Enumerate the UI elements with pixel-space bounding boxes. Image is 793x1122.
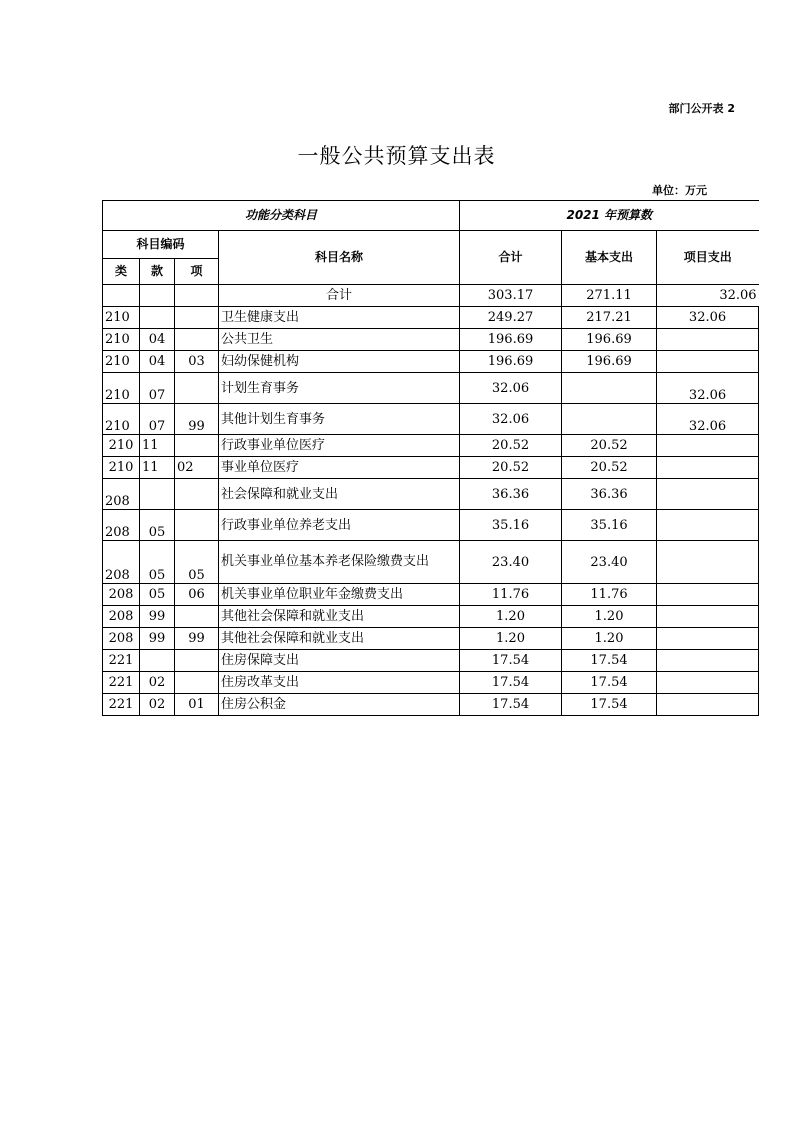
cell-lei: 208 (103, 479, 140, 510)
cell-lei: 221 (103, 672, 140, 694)
unit-label: 单位：万元 (652, 184, 707, 197)
cell-lei (103, 285, 140, 307)
cell-basic: 1.20 (562, 606, 657, 628)
cell-lei: 210 (103, 435, 140, 457)
cell-kuan: 07 (140, 404, 175, 435)
cell-basic (562, 373, 657, 404)
cell-name: 公共卫生 (219, 329, 460, 351)
cell-total: 17.54 (460, 650, 562, 672)
cell-xiang (175, 329, 219, 351)
table-row (103, 457, 759, 479)
cell-xiang (175, 373, 219, 404)
cell-lei: 210 (103, 457, 140, 479)
cell-kuan: 05 (140, 541, 175, 584)
cell-kuan: 05 (140, 584, 175, 606)
cell-project: 32.06 (657, 404, 759, 435)
table-row (103, 628, 759, 650)
table-row (103, 435, 759, 457)
cell-project (657, 329, 759, 351)
cell-name: 机关事业单位职业年金缴费支出 (219, 584, 460, 606)
cell-name: 住房改革支出 (219, 672, 460, 694)
cell-basic: 17.54 (562, 650, 657, 672)
cell-basic: 23.40 (562, 541, 657, 584)
form-number: 部门公开表 2 (668, 102, 735, 115)
cell-kuan: 04 (140, 329, 175, 351)
cell-xiang (175, 672, 219, 694)
cell-basic: 17.54 (562, 672, 657, 694)
cell-total: 20.52 (460, 435, 562, 457)
header-row-1 (103, 201, 759, 231)
cell-basic: 20.52 (562, 457, 657, 479)
cell-basic: 35.16 (562, 510, 657, 541)
table-row (103, 404, 759, 435)
cell-total: 23.40 (460, 541, 562, 584)
cell-xiang (175, 285, 219, 307)
cell-total: 32.06 (460, 404, 562, 435)
budget-expenditure-table (102, 200, 759, 716)
cell-name: 其他社会保障和就业支出 (219, 628, 460, 650)
cell-name: 事业单位医疗 (219, 457, 460, 479)
table-row (103, 285, 759, 307)
cell-project (657, 351, 759, 373)
cell-total: 17.54 (460, 694, 562, 716)
cell-project (657, 435, 759, 457)
cell-total: 32.06 (460, 373, 562, 404)
cell-xiang (175, 650, 219, 672)
cell-basic: 196.69 (562, 329, 657, 351)
cell-lei: 208 (103, 584, 140, 606)
cell-project (657, 694, 759, 716)
page-title: 一般公共预算支出表 (297, 144, 496, 168)
cell-basic (562, 404, 657, 435)
cell-kuan: 99 (140, 606, 175, 628)
cell-total: 11.76 (460, 584, 562, 606)
cell-lei: 210 (103, 351, 140, 373)
table-row (103, 694, 759, 716)
header-functional-class: 功能分类科目 (103, 201, 460, 231)
cell-lei: 208 (103, 541, 140, 584)
cell-kuan: 99 (140, 628, 175, 650)
cell-lei: 208 (103, 606, 140, 628)
cell-basic: 271.11 (562, 285, 657, 307)
header-row-2 (103, 231, 759, 259)
cell-project: 32.06 (657, 285, 759, 307)
cell-xiang (175, 307, 219, 329)
cell-name: 行政事业单位养老支出 (219, 510, 460, 541)
cell-project (657, 541, 759, 584)
header-project: 项目支出 (657, 231, 759, 285)
cell-xiang (175, 510, 219, 541)
table-row (103, 650, 759, 672)
header-xiang: 项 (175, 259, 219, 285)
cell-project (657, 672, 759, 694)
cell-basic: 17.54 (562, 694, 657, 716)
cell-lei: 221 (103, 650, 140, 672)
table-row (103, 373, 759, 404)
cell-lei: 210 (103, 329, 140, 351)
cell-basic: 1.20 (562, 628, 657, 650)
cell-total: 20.52 (460, 457, 562, 479)
cell-total: 303.17 (460, 285, 562, 307)
cell-kuan: 05 (140, 510, 175, 541)
cell-lei: 221 (103, 694, 140, 716)
cell-xiang: 03 (175, 351, 219, 373)
header-total: 合计 (460, 231, 562, 285)
table-row (103, 329, 759, 351)
cell-basic: 36.36 (562, 479, 657, 510)
cell-kuan (140, 479, 175, 510)
cell-project (657, 606, 759, 628)
cell-kuan: 11 (140, 435, 175, 457)
cell-name: 其他计划生育事务 (219, 404, 460, 435)
header-lei: 类 (103, 259, 140, 285)
header-kuan: 款 (140, 259, 175, 285)
cell-name: 计划生育事务 (219, 373, 460, 404)
cell-lei: 210 (103, 373, 140, 404)
cell-project (657, 457, 759, 479)
cell-kuan: 02 (140, 672, 175, 694)
cell-name: 妇幼保健机构 (219, 351, 460, 373)
header-subject-name: 科目名称 (219, 231, 460, 285)
cell-project (657, 479, 759, 510)
cell-xiang: 99 (175, 628, 219, 650)
cell-total: 196.69 (460, 351, 562, 373)
cell-lei: 210 (103, 307, 140, 329)
cell-project (657, 584, 759, 606)
cell-basic: 217.21 (562, 307, 657, 329)
cell-kuan: 02 (140, 694, 175, 716)
cell-kuan: 04 (140, 351, 175, 373)
cell-total: 36.36 (460, 479, 562, 510)
table-row (103, 584, 759, 606)
cell-project (657, 510, 759, 541)
header-subject-code: 科目编码 (103, 231, 219, 259)
table-row (103, 307, 759, 329)
cell-lei: 210 (103, 404, 140, 435)
cell-total: 17.54 (460, 672, 562, 694)
cell-basic: 196.69 (562, 351, 657, 373)
cell-xiang: 05 (175, 541, 219, 584)
cell-name: 住房公积金 (219, 694, 460, 716)
cell-xiang: 99 (175, 404, 219, 435)
cell-project (657, 628, 759, 650)
cell-xiang (175, 479, 219, 510)
cell-kuan: 11 (140, 457, 175, 479)
cell-name: 卫生健康支出 (219, 307, 460, 329)
cell-kuan (140, 650, 175, 672)
header-budget-year: 2021 年预算数 (460, 201, 759, 231)
cell-xiang (175, 606, 219, 628)
cell-xiang (175, 435, 219, 457)
cell-name: 住房保障支出 (219, 650, 460, 672)
cell-name: 社会保障和就业支出 (219, 479, 460, 510)
cell-total: 1.20 (460, 606, 562, 628)
cell-name: 机关事业单位基本养老保险缴费支出 (219, 541, 460, 584)
cell-kuan: 07 (140, 373, 175, 404)
cell-basic: 20.52 (562, 435, 657, 457)
cell-xiang: 06 (175, 584, 219, 606)
cell-name: 其他社会保障和就业支出 (219, 606, 460, 628)
cell-kuan (140, 285, 175, 307)
cell-total: 35.16 (460, 510, 562, 541)
cell-total: 1.20 (460, 628, 562, 650)
cell-lei: 208 (103, 628, 140, 650)
cell-xiang: 01 (175, 694, 219, 716)
cell-name: 合计 (219, 285, 460, 307)
header-basic: 基本支出 (562, 231, 657, 285)
cell-total: 249.27 (460, 307, 562, 329)
cell-lei: 208 (103, 510, 140, 541)
table-row (103, 479, 759, 510)
cell-name: 行政事业单位医疗 (219, 435, 460, 457)
cell-basic: 11.76 (562, 584, 657, 606)
cell-total: 196.69 (460, 329, 562, 351)
cell-xiang: 02 (175, 457, 219, 479)
cell-project: 32.06 (657, 373, 759, 404)
cell-kuan (140, 307, 175, 329)
table-row (103, 672, 759, 694)
cell-project: 32.06 (657, 307, 759, 329)
cell-project (657, 650, 759, 672)
table-row (103, 510, 759, 541)
table-row (103, 606, 759, 628)
table-row (103, 541, 759, 584)
table-row (103, 351, 759, 373)
